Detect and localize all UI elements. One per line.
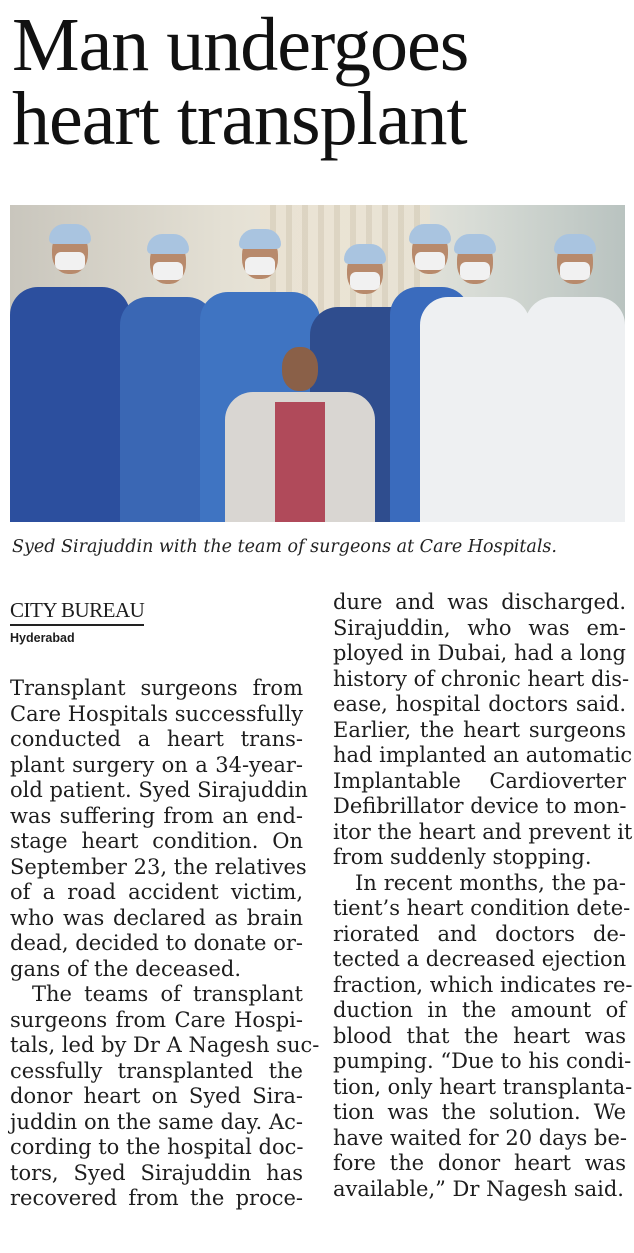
- article-line: tors, Syed Sirajuddin has: [10, 1160, 303, 1185]
- byline: CITY BUREAU: [10, 598, 144, 626]
- person-figure: [420, 232, 530, 522]
- article-line: was suffering from an end-: [10, 803, 303, 828]
- article-line: pumping. “Due to his condi-: [333, 1049, 632, 1073]
- headline: [12, 3, 632, 161]
- article-line: Implantable Cardioverter: [333, 768, 626, 793]
- article-line: dure and was discharged.: [333, 590, 626, 614]
- article-line: juddin on the same day. Ac-: [10, 1109, 303, 1134]
- article-line: Transplant surgeons from: [10, 676, 303, 700]
- article-line: tals, led by Dr A Nagesh suc-: [10, 1033, 320, 1057]
- article-line: tion, only heart transplanta-: [333, 1074, 633, 1099]
- group-photo: [10, 205, 625, 522]
- article-line: dead, decided to donate or-: [10, 931, 303, 955]
- article-line: September 23, the relatives: [10, 854, 307, 879]
- headline-line-1: Man undergoes: [12, 3, 469, 87]
- article-line: blood that the heart was: [333, 1023, 626, 1048]
- article-line: ployed in Dubai, had a long: [333, 641, 626, 665]
- article-line: ease, hospital doctors said.: [333, 692, 626, 716]
- article-line: history of chronic heart dis-: [333, 666, 630, 691]
- article-line: old patient. Syed Sirajuddin: [10, 778, 308, 802]
- article-line: gans of the deceased.: [10, 956, 241, 981]
- person-figure: [10, 222, 130, 522]
- article-line: donor heart on Syed Sira-: [10, 1084, 303, 1108]
- article-column-right: [333, 590, 633, 1202]
- article-line: Earlier, the heart surgeons: [333, 717, 626, 742]
- article-line: Defibrillator device to mon-: [333, 794, 627, 818]
- article-line: cessfully transplanted the: [10, 1058, 303, 1083]
- article-line: Sirajuddin, who was em-: [333, 615, 626, 640]
- headline-line-2: heart transplant: [12, 77, 467, 161]
- article-line: have waited for 20 days be-: [333, 1125, 627, 1150]
- article-line: The teams of transplant: [32, 982, 303, 1006]
- article-line: In recent months, the pa-: [355, 870, 626, 895]
- article-line: itor the heart and prevent it: [333, 819, 633, 844]
- article-line: Care Hospitals successfully: [10, 701, 304, 726]
- article-column-left: [10, 676, 320, 1212]
- article-line: stage heart condition. On: [10, 829, 303, 853]
- article-line: conducted a heart trans-: [10, 727, 303, 751]
- article-line: plant surgery on a 34-year-: [10, 752, 303, 777]
- article-line: fore the donor heart was: [333, 1151, 626, 1175]
- article-line: duction in the amount of: [333, 998, 626, 1022]
- article-line: who was declared as brain: [10, 905, 303, 930]
- patient-figure: [225, 347, 375, 522]
- article-line: tion was the solution. We: [333, 1100, 626, 1124]
- dateline: Hyderabad: [10, 631, 75, 645]
- article-line: cording to the hospital doc-: [10, 1135, 304, 1159]
- article-line: tient’s heart condition dete-: [333, 896, 631, 920]
- article-line: from suddenly stopping.: [333, 845, 592, 869]
- photo-caption: Syed Sirajuddin with the team of surgeons at Care Hospitals.: [12, 537, 557, 557]
- article-line: riorated and doctors de-: [333, 921, 626, 946]
- article-line: surgeons from Care Hospi-: [10, 1007, 303, 1032]
- article-line: of a road accident victim,: [10, 880, 303, 904]
- article-line: tected a decreased ejection: [333, 947, 627, 971]
- article-line: recovered from the proce-: [10, 1186, 303, 1210]
- article-line: had implanted an automatic: [333, 743, 633, 767]
- person-figure: [525, 232, 625, 522]
- article-line: available,” Dr Nagesh said.: [333, 1176, 624, 1201]
- article-line: fraction, which indicates re-: [333, 972, 633, 997]
